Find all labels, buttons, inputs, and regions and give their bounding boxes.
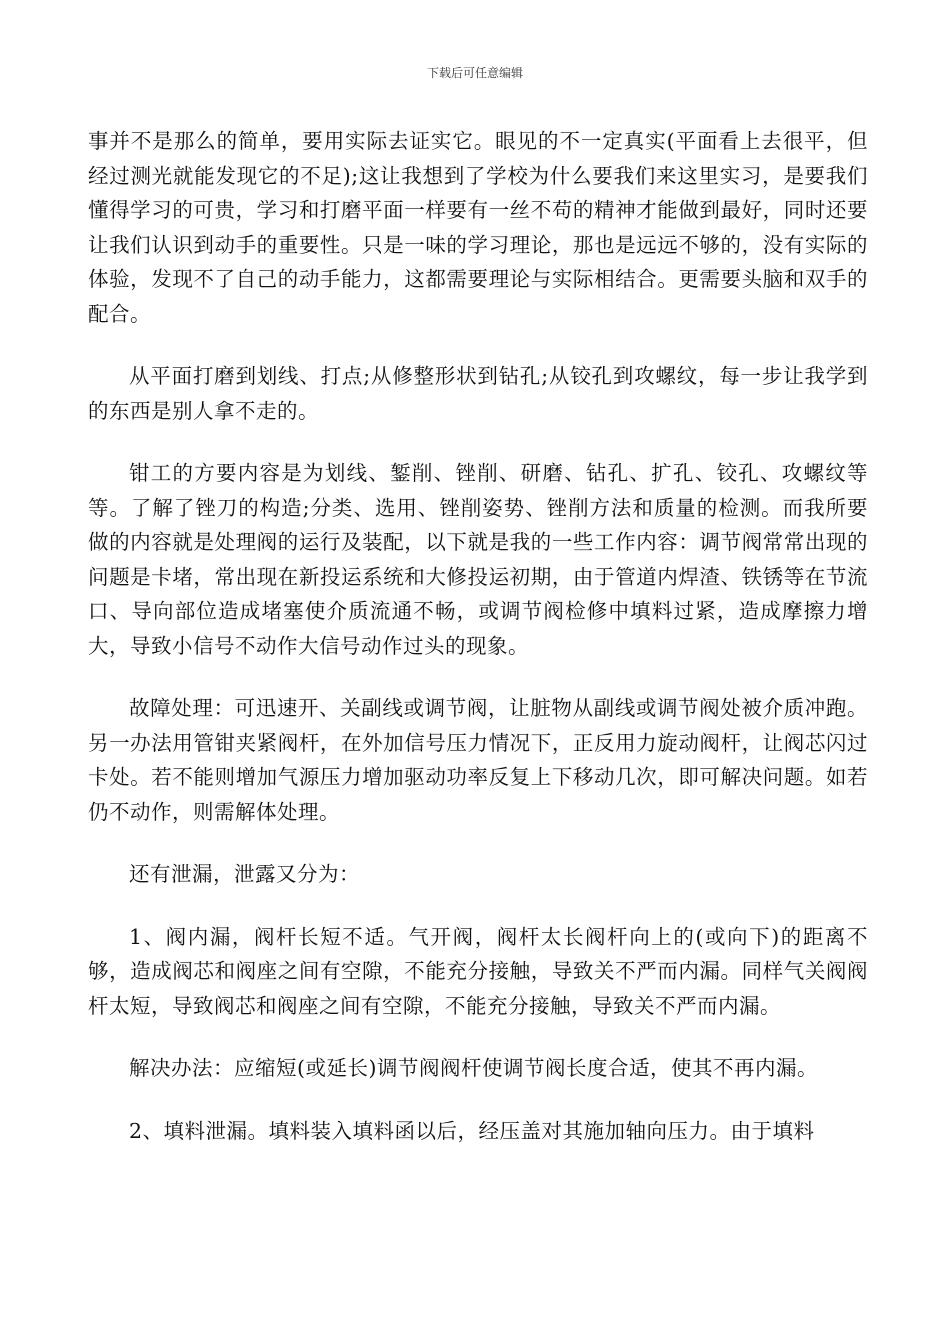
paragraph: 1、阀内漏，阀杆长短不适。气开阀，阀杆太长阀杆向上的(或向下)的距离不够，造成阀芯和阀座之间有空隙，不能充分接触，导致关不严而内漏。同样气关阀阀杆太短，导致阀芯和阀座之间有空隙，不能充分接触，导致关不严而内漏。 (88, 924, 868, 1018)
paragraph: 事并不是那么的简单，要用实际去证实它。眼见的不一定真实(平面看上去很平，但经过测光就能发现它的不足);这让我想到了学校为什么要我们来这里实习，是要我们懂得学习的可贵，学习和打磨平面一样要有一丝不苟的精神才能做到最好，同时还要让我们认识到动手的重要性。只是一味的学习理论，那也是远远不够的，没有实际的体验，发现不了自己的动手能力，这都需要理论与实际相结合。更需要头脑和双手的配合。 (88, 129, 868, 326)
paragraph: 2、填料泄漏。填料装入填料函以后，经压盖对其施加轴向压力。由于填料 (129, 1118, 815, 1143)
page-header: 下载后可任意编辑 (426, 66, 523, 80)
paragraph: 故障处理：可迅速开、关副线或调节阀，让脏物从副线或调节阀处被介质冲跑。另一办法用管钳夹紧阀杆，在外加信号压力情况下，正反用力旋动阀杆，让阀芯闪过卡处。若不能则增加气源压力增加驱动功率反复上下移动几次，即可解决问题。如若仍不动作，则需解体处理。 (88, 696, 868, 824)
paragraph: 钳工的方要内容是为划线、錾削、锉削、研磨、钻孔、扩孔、铰孔、攻螺纹等等。了解了锉刀的构造;分类、选用、锉削姿势、锉削方法和质量的检测。而我所要做的内容就是处理阀的运行及装配，以下就是我的一些工作内容：调节阀常常出现的问题是卡堵，常出现在新投运系统和大修投运初期，由于管道内焊渣、铁锈等在节流口、导向部位造成堵塞使介质流通不畅，或调节阀检修中填料过紧，造成摩擦力增大，导致小信号不动作大信号动作过头的现象。 (88, 461, 868, 658)
paragraph: 还有泄漏，泄露又分为： (129, 862, 360, 886)
document-body (88, 124, 868, 1176)
paragraph: 从平面打磨到划线、打点;从修整形状到钻孔;从铰孔到攻螺纹，每一步让我学到的东西是别人拿不走的。 (88, 364, 868, 423)
paragraph: 解决办法：应缩短(或延长)调节阀阀杆使调节阀长度合适，使其不再内漏。 (129, 1056, 818, 1080)
